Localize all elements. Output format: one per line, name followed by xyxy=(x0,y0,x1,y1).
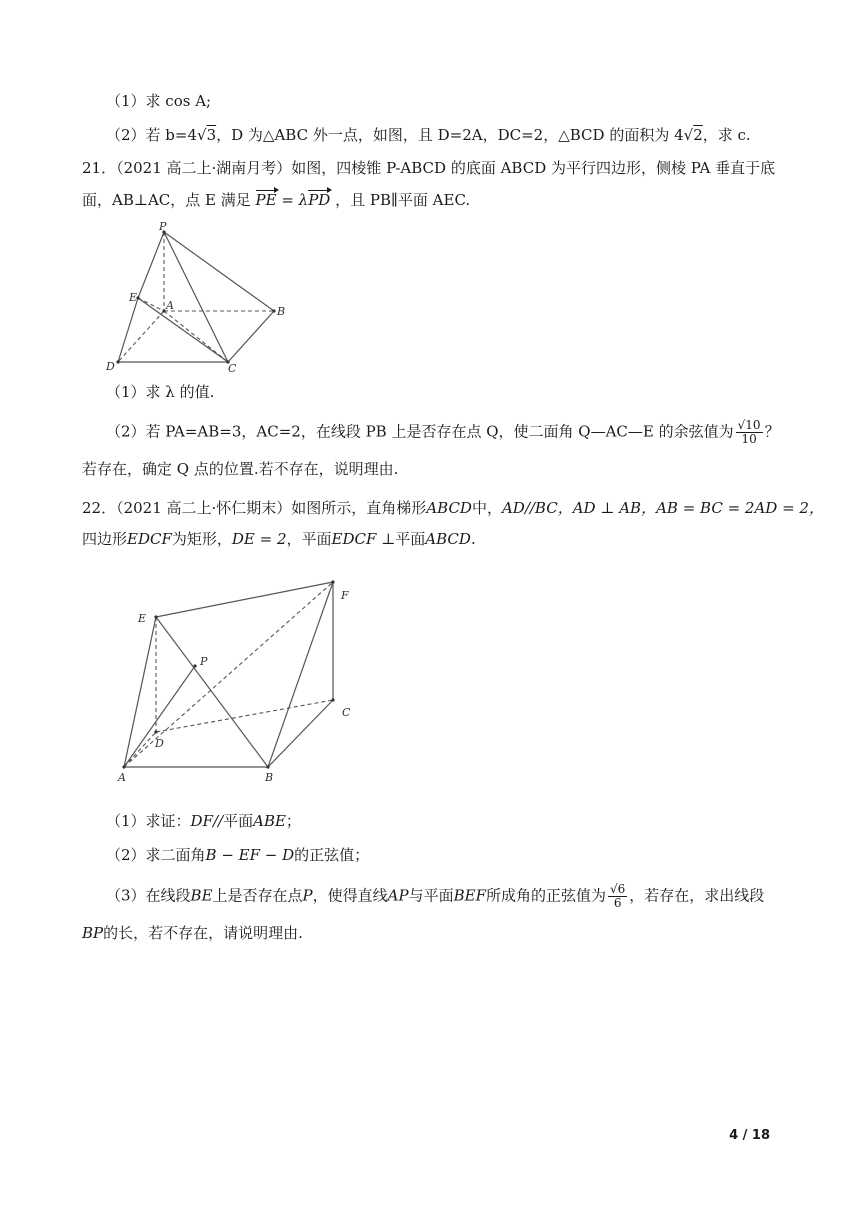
q22-header: 22．（2021 高二上·怀仁期末）如图所示，直角梯形ABCD中，AD//BC，AD ⊥ AB，AB = BC = 2AD = 2， xyxy=(82,499,824,517)
edge-ED xyxy=(118,298,138,362)
edge-AC xyxy=(164,311,228,362)
edge-AD xyxy=(124,732,156,767)
q22-part2: （2）求二面角B − EF − D的正弦值； xyxy=(106,846,370,864)
label-E: E xyxy=(129,291,138,304)
edge-EF xyxy=(156,582,333,617)
q21-pyramid-figure xyxy=(100,222,300,377)
edge-EA xyxy=(138,298,164,311)
label-F: F xyxy=(341,589,349,602)
q22-solid-figure xyxy=(110,572,360,787)
q20-part1: （1）求 cos A; xyxy=(106,92,212,110)
edge-CB xyxy=(228,311,274,362)
q21-line2: 面，AB⊥AC，点 E 满足 PE = λPD ，且 PB∥平面 AEC. xyxy=(82,191,471,209)
label-P: P xyxy=(159,222,167,233)
label-C: C xyxy=(228,362,237,375)
edge-PB xyxy=(164,232,274,311)
edge-EC xyxy=(138,298,228,362)
label-A: A xyxy=(166,299,174,312)
label-P: P xyxy=(200,655,208,668)
label-D: D xyxy=(106,360,115,373)
q21-part1: （1）求 λ 的值. xyxy=(106,383,215,401)
page-number: 4 / 18 xyxy=(729,1128,770,1143)
label-C: C xyxy=(342,706,351,719)
edge-PE xyxy=(138,232,164,298)
q22-part3-line2: BP的长，若不存在，请说明理由. xyxy=(82,924,303,942)
edge-BF xyxy=(268,582,333,767)
q21-part2: （2）若 PA=AB=3，AC=2，在线段 PB 上是否存在点 Q，使二面角 Q—AC—E 的余弦值为 $\frac{√10}{10}$ ？ xyxy=(106,418,780,446)
edge-PC xyxy=(164,232,228,362)
q20-part2: （2）若 b=4√3，D 为△ABC 外一点，如图，且 D=2A，DC=2，△BCD 的面积为 4√2，求 c. xyxy=(106,126,751,144)
q22-part3: （3）在线段BE上是否存在点P，使得直线AP与平面BEF所成角的正弦值为 $\frac{√6}{6}$ ，若存在，求出线段 xyxy=(106,882,765,910)
label-D: D xyxy=(155,737,164,750)
edge-AD xyxy=(118,311,164,362)
frac-sqrt6-over-6: $\frac{√6}{6}$ xyxy=(610,882,626,910)
q21-header: 21．（2021 高二上·湖南月考）如图，四棱锥 P-ABCD 的底面 ABCD 为平行四边形，侧棱 PA 垂直于底 xyxy=(82,159,776,177)
label-A: A xyxy=(118,771,126,784)
q21-part2-line2: 若存在，确定 Q 点的位置.若不存在，说明理由. xyxy=(82,460,399,478)
label-B: B xyxy=(265,771,274,784)
edge-EB xyxy=(156,617,268,767)
q22-line2: 四边形EDCF为矩形，DE = 2，平面EDCF ⊥平面ABCD. xyxy=(82,530,476,548)
edge-BC xyxy=(268,700,333,767)
frac-sqrt10-over-10: $\frac{√10}{10}$ xyxy=(737,418,761,446)
q22-part1: （1）求证：DF//平面ABE； xyxy=(106,812,301,830)
label-E: E xyxy=(138,612,147,625)
label-B: B xyxy=(277,305,286,318)
